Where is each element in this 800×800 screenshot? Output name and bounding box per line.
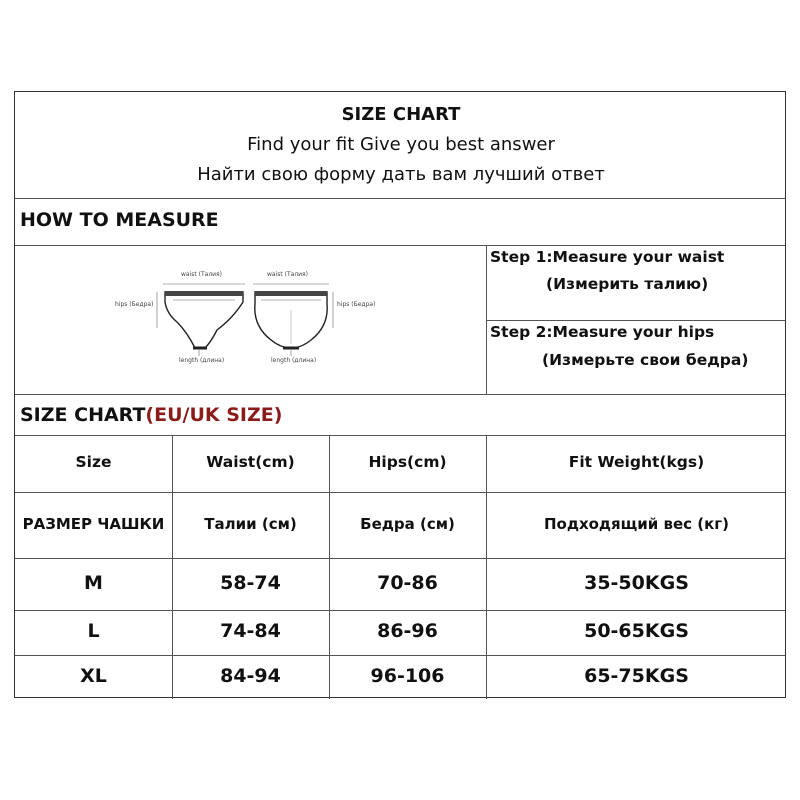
- cell-size: M: [84, 572, 103, 594]
- cell-hips: 70-86: [377, 572, 438, 594]
- column-header-waist-ru: Талии (см): [204, 515, 297, 533]
- step-1-translation: (Измерить талию): [546, 275, 709, 293]
- column-header-waist: Waist(cm): [206, 453, 295, 471]
- cell-weight: 35-50KGS: [584, 572, 689, 594]
- cell-size: XL: [80, 665, 107, 687]
- column-divider: [486, 435, 487, 699]
- divider: [15, 245, 785, 246]
- cell-waist: 74-84: [220, 620, 281, 642]
- diagram-label-waist: waist (Талия): [181, 271, 223, 278]
- cell-size: L: [87, 620, 100, 642]
- measurement-diagram: [115, 270, 375, 366]
- column-header-size: Size: [75, 453, 112, 471]
- step-2-text: Step 2:Measure your hips: [490, 323, 715, 341]
- step-1-text: Step 1:Measure your waist: [490, 248, 725, 266]
- size-chart-heading: [20, 406, 282, 425]
- diagram-label-hips: hips (Бедра): [337, 301, 376, 308]
- column-header-size-ru: РАЗМЕР ЧАШКИ: [22, 515, 165, 533]
- column-header-weight: Fit Weight(kgs): [568, 453, 705, 471]
- divider: [15, 198, 785, 199]
- subtitle-english: Find your fit Give you best answer: [247, 134, 555, 155]
- size-chart-heading-main: SIZE CHART: [20, 404, 146, 426]
- column-divider: [172, 435, 173, 699]
- divider: [15, 492, 785, 493]
- divider: [15, 394, 785, 395]
- divider: [486, 320, 785, 321]
- cell-hips: 86-96: [377, 620, 438, 642]
- panties-diagram-icon: [115, 270, 375, 366]
- how-to-measure-heading: HOW TO MEASURE: [20, 209, 219, 231]
- divider: [15, 558, 785, 559]
- cell-waist: 58-74: [220, 572, 281, 594]
- column-divider: [329, 435, 330, 699]
- size-chart-heading-suffix: (EU/UK SIZE): [145, 404, 283, 426]
- step-2-translation: (Измерьте свои бедра): [542, 351, 749, 369]
- diagram-label-length: length (длина): [271, 357, 317, 364]
- cell-weight: 65-75KGS: [584, 665, 689, 687]
- diagram-label-waist: waist (Талия): [267, 271, 309, 278]
- page-title: SIZE CHART: [341, 104, 461, 125]
- cell-hips: 96-106: [370, 665, 445, 687]
- cell-waist: 84-94: [220, 665, 281, 687]
- subtitle-russian: Найти свою форму дать вам лучший ответ: [197, 164, 605, 185]
- diagram-label-length: length (длина): [179, 357, 225, 364]
- column-header-hips-ru: Бедра (см): [360, 515, 455, 533]
- column-header-hips: Hips(cm): [368, 453, 447, 471]
- column-header-weight-ru: Подходящий вес (кг): [543, 515, 730, 533]
- divider: [15, 435, 785, 436]
- cell-weight: 50-65KGS: [584, 620, 689, 642]
- divider: [15, 655, 785, 656]
- divider: [15, 610, 785, 611]
- diagram-label-hips: hips (Бедра): [115, 301, 154, 308]
- size-chart-sheet: [14, 91, 786, 698]
